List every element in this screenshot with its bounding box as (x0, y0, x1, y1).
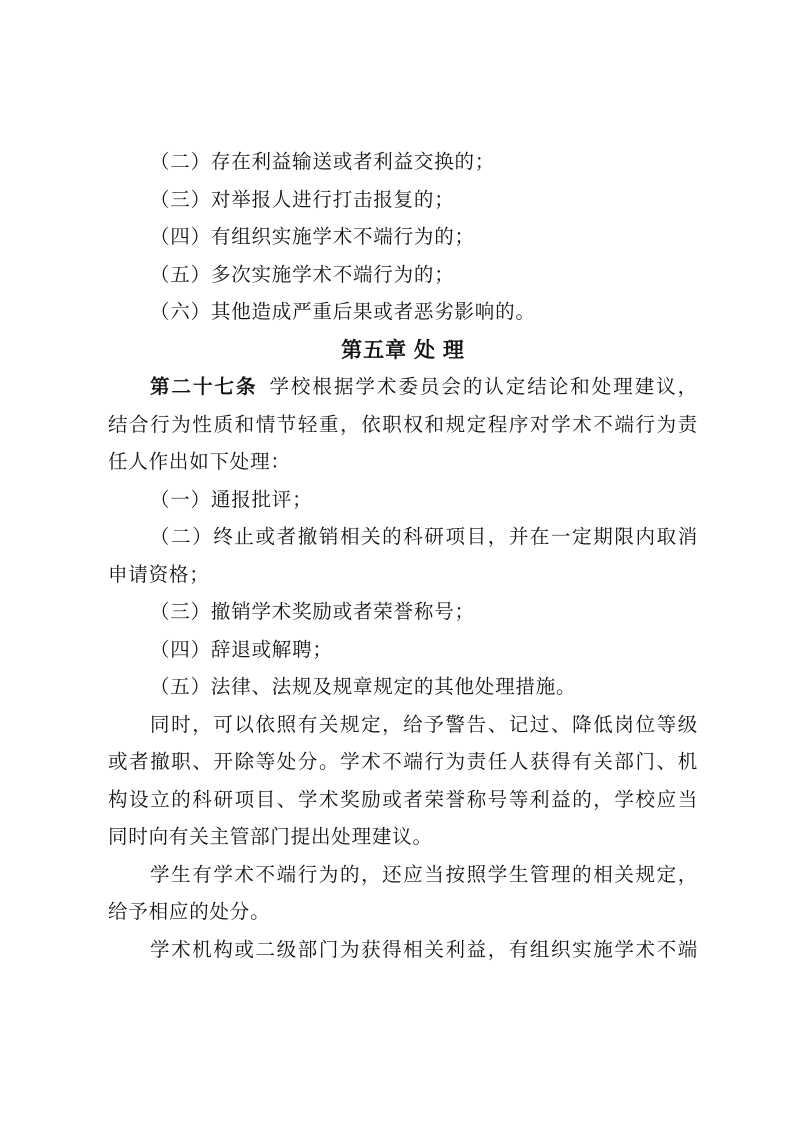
article-text: 学校根据学术委员会的认定结论和处理建议， (269, 377, 698, 398)
list-item: （二）存在利益输送或者利益交换的； (150, 152, 496, 173)
paragraph-line: 学生有学术不端行为的，还应当按照学生管理的相关规定， (150, 864, 698, 886)
list-item: （二）终止或者撤销相关的科研项目，并在一定期限内取消 (150, 527, 698, 548)
list-item: （三）撤销学术奖励或者荣誉称号； (150, 602, 475, 623)
list-item: （四）辞退或解聘； (150, 639, 333, 661)
paragraph-line: 或者撤职、开除等处分。学术不端行为责任人获得有关部门、机 (108, 752, 698, 773)
paragraph-line: 学术机构或二级部门为获得相关利益，有组织实施学术不端 (150, 939, 698, 961)
list-item-continuation: 申请资格； (108, 564, 210, 586)
list-item: （五）法律、法规及规章规定的其他处理措施。 (150, 677, 577, 698)
paragraph-line: 给予相应的处分。 (108, 902, 271, 923)
paragraph-line: 同时，可以依照有关规定，给予警告、记过、降低岗位等级 (150, 714, 698, 736)
list-item: （四）有组织实施学术不端行为的； (150, 227, 475, 248)
list-item: （五）多次实施学术不端行为的； (150, 264, 455, 286)
article-first-line (108, 369, 698, 407)
paragraph-line: 构设立的科研项目、学术奖励或者荣誉称号等利益的，学校应当 (108, 789, 698, 811)
list-item: （一）通报批评； (150, 489, 313, 511)
article-number: 第二十七条 (150, 376, 258, 398)
chapter-heading: 第五章 处 理 (341, 338, 465, 362)
paragraph-line: 同时向有关主管部门提出处理建议。 (108, 827, 433, 848)
list-item: （六）其他造成严重后果或者恶劣影响的。 (150, 302, 536, 323)
paragraph-line: 任人作出如下处理： (108, 452, 291, 473)
paragraph-line: 结合行为性质和情节轻重，依职权和规定程序对学术不端行为责 (108, 414, 698, 436)
list-item: （三）对举报人进行打击报复的； (150, 189, 455, 211)
document-body (108, 144, 698, 969)
